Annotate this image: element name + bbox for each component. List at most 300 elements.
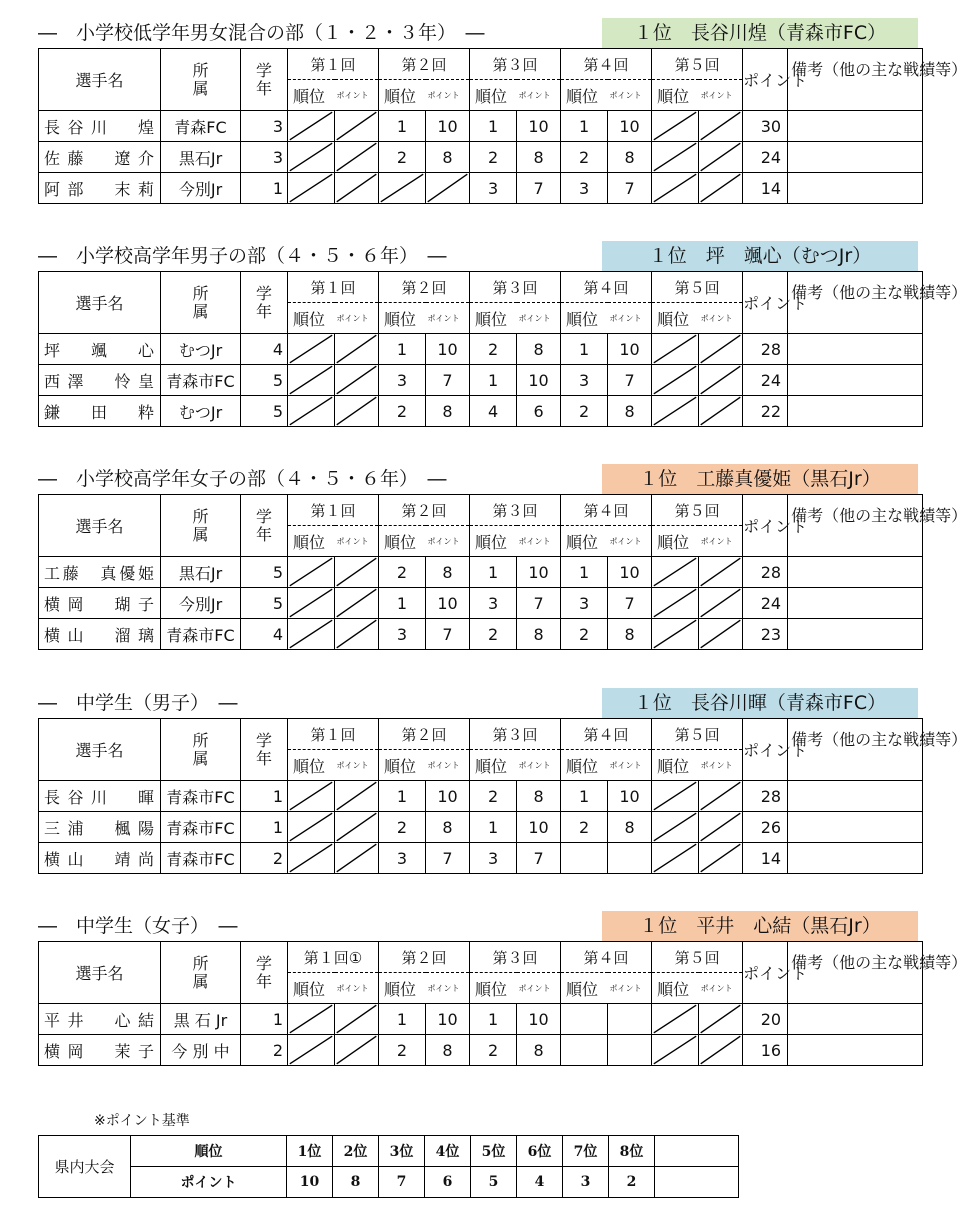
column-header-grade (241, 272, 288, 334)
affiliation-header-line: 属 (192, 748, 209, 768)
criteria-rank-cell: 7位 (563, 1136, 609, 1167)
round-header: 第４回 (561, 495, 652, 526)
round-header: 第１回 (288, 272, 379, 303)
not-participated-cell (288, 781, 335, 812)
table-row (39, 843, 923, 874)
column-header-name: 選手名 (39, 49, 161, 111)
criteria-rank-cell: 2位 (333, 1136, 379, 1167)
round-rank: 3 (561, 173, 608, 204)
column-header-total-points: ポイント (743, 272, 788, 334)
criteria-point-cell: 4 (517, 1167, 563, 1198)
not-participated-cell (288, 843, 335, 874)
round-points: 8 (608, 619, 652, 650)
player-name: 長谷川 暉 (39, 781, 161, 812)
section-header (38, 466, 918, 492)
ranking-table (38, 48, 967, 204)
rank-subheader: 順位 (561, 80, 608, 111)
round-points: 8 (608, 396, 652, 427)
player-grade: 1 (241, 781, 288, 812)
round-points: 7 (608, 365, 652, 396)
point-subheader: ポイント (517, 750, 561, 781)
point-subheader: ポイント (608, 303, 652, 334)
not-participated-cell (699, 843, 743, 874)
header-row (39, 719, 923, 750)
player-grade: 4 (241, 619, 288, 650)
round-points: 8 (426, 142, 470, 173)
criteria-point-cell: 10 (287, 1167, 333, 1198)
round-header: 第４回 (561, 942, 652, 973)
empty-result-cell (608, 1035, 652, 1066)
affiliation-header-line: 属 (192, 301, 209, 321)
header-row (39, 49, 923, 80)
round-rank: 1 (470, 557, 517, 588)
player-name: 工藤 真優姫 (39, 557, 161, 588)
round-header: 第５回 (652, 49, 743, 80)
round-rank: 1 (379, 588, 426, 619)
round-points: 10 (517, 557, 561, 588)
round-rank: 2 (379, 142, 426, 173)
empty-result-cell (608, 1004, 652, 1035)
criteria-rank-row (39, 1136, 739, 1167)
total-points: 30 (743, 111, 788, 142)
column-header-grade (241, 942, 288, 1004)
point-subheader: ポイント (335, 526, 379, 557)
column-header-total-points: ポイント (743, 49, 788, 111)
table-row (39, 781, 923, 812)
ranking-section (38, 466, 967, 650)
rank-subheader: 順位 (652, 80, 699, 111)
point-subheader: ポイント (699, 526, 743, 557)
round-points: 8 (517, 1035, 561, 1066)
not-participated-cell (335, 1035, 379, 1066)
round-points: 10 (517, 111, 561, 142)
round-header: 第２回 (379, 272, 470, 303)
column-header-grade (241, 49, 288, 111)
round-points: 10 (517, 812, 561, 843)
empty-result-cell (561, 843, 608, 874)
rank-subheader: 順位 (652, 303, 699, 334)
winner-badge: １位 坪 颯心（むつJr） (602, 241, 918, 271)
section-header (38, 243, 918, 269)
table-row (39, 557, 923, 588)
not-participated-cell (652, 1004, 699, 1035)
player-affiliation: 今別Jr (161, 588, 241, 619)
ranking-table (38, 941, 967, 1066)
round-header: 第３回 (470, 942, 561, 973)
not-participated-cell (699, 781, 743, 812)
player-name: 横岡 茉子 (39, 1035, 161, 1066)
point-subheader: ポイント (426, 526, 470, 557)
round-rank: 3 (379, 365, 426, 396)
round-rank: 2 (561, 812, 608, 843)
column-header-affiliation (161, 272, 241, 334)
ranking-section (38, 913, 967, 1066)
player-grade: 3 (241, 111, 288, 142)
player-name: 平井 心結 (39, 1004, 161, 1035)
round-points: 7 (426, 365, 470, 396)
not-participated-cell (699, 588, 743, 619)
round-points: 10 (517, 1004, 561, 1035)
section-header (38, 690, 918, 716)
player-grade: 5 (241, 557, 288, 588)
table-row (39, 1004, 923, 1035)
not-participated-cell (652, 365, 699, 396)
round-points: 8 (426, 557, 470, 588)
column-header-notes: 備考（他の主な戦績等） (788, 49, 923, 111)
table-row (39, 365, 923, 396)
player-affiliation: 青森市FC (161, 365, 241, 396)
criteria-point-cell: 2 (609, 1167, 655, 1198)
rank-subheader: 順位 (470, 973, 517, 1004)
not-participated-cell (652, 396, 699, 427)
rank-subheader: 順位 (470, 80, 517, 111)
not-participated-cell (699, 173, 743, 204)
criteria-rank-cell: 3位 (379, 1136, 425, 1167)
not-participated-cell (652, 111, 699, 142)
section-title: ― 中学生（男子） ― (38, 692, 238, 714)
not-participated-cell (379, 173, 426, 204)
table-row (39, 396, 923, 427)
rank-subheader: 順位 (379, 303, 426, 334)
point-subheader: ポイント (517, 303, 561, 334)
round-points: 8 (608, 812, 652, 843)
not-participated-cell (652, 812, 699, 843)
round-points: 10 (608, 781, 652, 812)
total-points: 20 (743, 1004, 788, 1035)
round-points: 7 (517, 588, 561, 619)
not-participated-cell (652, 619, 699, 650)
round-rank: 2 (561, 396, 608, 427)
not-participated-cell (288, 365, 335, 396)
section-header (38, 20, 918, 46)
grade-header-line: 年 (255, 748, 272, 768)
not-participated-cell (335, 142, 379, 173)
column-header-affiliation (161, 495, 241, 557)
point-subheader: ポイント (608, 80, 652, 111)
round-points: 8 (426, 812, 470, 843)
notes-cell (788, 111, 923, 142)
point-subheader: ポイント (335, 750, 379, 781)
round-header: 第２回 (379, 495, 470, 526)
column-header-grade (241, 495, 288, 557)
round-points: 10 (608, 334, 652, 365)
table-row (39, 812, 923, 843)
round-rank: 3 (379, 619, 426, 650)
affiliation-header-line: 所 (192, 506, 209, 526)
criteria-rank-cell: 6位 (517, 1136, 563, 1167)
column-header-total-points: ポイント (743, 719, 788, 781)
point-subheader: ポイント (699, 303, 743, 334)
ranking-table (38, 271, 967, 427)
notes-cell (788, 334, 923, 365)
total-points: 28 (743, 334, 788, 365)
point-subheader: ポイント (517, 973, 561, 1004)
grade-header-line: 年 (255, 78, 272, 98)
grade-header-line: 学 (255, 730, 272, 750)
player-grade: 2 (241, 1035, 288, 1066)
round-header: 第４回 (561, 272, 652, 303)
round-points: 10 (608, 111, 652, 142)
total-points: 26 (743, 812, 788, 843)
affiliation-header-line: 所 (192, 953, 209, 973)
round-rank: 1 (379, 1004, 426, 1035)
player-name: 佐藤 遼介 (39, 142, 161, 173)
round-rank: 3 (470, 588, 517, 619)
round-header: 第１回 (288, 49, 379, 80)
point-subheader: ポイント (699, 973, 743, 1004)
not-participated-cell (288, 812, 335, 843)
notes-cell (788, 173, 923, 204)
notes-cell (788, 396, 923, 427)
not-participated-cell (652, 781, 699, 812)
round-points: 7 (608, 588, 652, 619)
rank-subheader: 順位 (288, 303, 335, 334)
not-participated-cell (335, 334, 379, 365)
section-header (38, 913, 918, 939)
round-rank: 1 (379, 334, 426, 365)
column-header-total-points: ポイント (743, 942, 788, 1004)
column-header-notes: 備考（他の主な戦績等） (788, 272, 923, 334)
not-participated-cell (335, 111, 379, 142)
player-name: 坪 颯 心 (39, 334, 161, 365)
notes-cell (788, 1004, 923, 1035)
player-affiliation: 今別Jr (161, 173, 241, 204)
round-points: 7 (517, 173, 561, 204)
player-affiliation: 今 別 中 (161, 1035, 241, 1066)
column-header-name: 選手名 (39, 272, 161, 334)
point-subheader: ポイント (608, 526, 652, 557)
point-subheader: ポイント (426, 80, 470, 111)
notes-cell (788, 588, 923, 619)
player-grade: 3 (241, 142, 288, 173)
total-points: 24 (743, 588, 788, 619)
rank-subheader: 順位 (379, 526, 426, 557)
player-affiliation: むつJr (161, 396, 241, 427)
criteria-rank-cell: 4位 (425, 1136, 471, 1167)
round-header: 第４回 (561, 719, 652, 750)
criteria-point-row (39, 1167, 739, 1198)
point-subheader: ポイント (335, 80, 379, 111)
table-row (39, 588, 923, 619)
round-header: 第２回 (379, 942, 470, 973)
round-points: 10 (517, 365, 561, 396)
player-affiliation: 青森市FC (161, 781, 241, 812)
rank-subheader: 順位 (561, 303, 608, 334)
round-rank: 1 (379, 111, 426, 142)
ranking-section (38, 20, 967, 204)
grade-header-line: 学 (255, 506, 272, 526)
total-points: 16 (743, 1035, 788, 1066)
round-header: 第５回 (652, 719, 743, 750)
grade-header-line: 学 (255, 60, 272, 80)
player-grade: 1 (241, 812, 288, 843)
affiliation-header-line: 属 (192, 524, 209, 544)
column-header-total-points: ポイント (743, 495, 788, 557)
round-rank: 2 (379, 1035, 426, 1066)
point-subheader: ポイント (608, 973, 652, 1004)
round-points: 7 (426, 619, 470, 650)
not-participated-cell (699, 396, 743, 427)
not-participated-cell (699, 334, 743, 365)
not-participated-cell (652, 334, 699, 365)
round-rank: 2 (470, 1035, 517, 1066)
not-participated-cell (335, 1004, 379, 1035)
not-participated-cell (335, 396, 379, 427)
round-rank: 1 (561, 111, 608, 142)
point-criteria-table (38, 1135, 739, 1198)
rank-subheader: 順位 (470, 303, 517, 334)
round-rank: 1 (470, 111, 517, 142)
rank-subheader: 順位 (652, 526, 699, 557)
player-name: 三浦 楓陽 (39, 812, 161, 843)
section-title: ― 中学生（女子） ― (38, 915, 238, 937)
empty-result-cell (561, 1035, 608, 1066)
not-participated-cell (288, 111, 335, 142)
round-rank: 1 (470, 812, 517, 843)
round-rank: 3 (561, 365, 608, 396)
point-subheader: ポイント (335, 973, 379, 1004)
round-points: 7 (517, 843, 561, 874)
rank-subheader: 順位 (288, 526, 335, 557)
round-header: 第１回① (288, 942, 379, 973)
total-points: 24 (743, 142, 788, 173)
table-row (39, 173, 923, 204)
criteria-empty-cell (655, 1167, 739, 1198)
player-grade: 1 (241, 1004, 288, 1035)
total-points: 24 (743, 365, 788, 396)
ranking-table (38, 718, 967, 874)
round-header: 第３回 (470, 272, 561, 303)
affiliation-header-line: 属 (192, 971, 209, 991)
rank-subheader: 順位 (288, 80, 335, 111)
not-participated-cell (288, 334, 335, 365)
not-participated-cell (652, 557, 699, 588)
point-subheader: ポイント (608, 750, 652, 781)
player-affiliation: 青森市FC (161, 812, 241, 843)
round-header: 第１回 (288, 495, 379, 526)
round-header: 第３回 (470, 49, 561, 80)
round-rank: 2 (470, 334, 517, 365)
total-points: 22 (743, 396, 788, 427)
column-header-affiliation (161, 942, 241, 1004)
notes-cell (788, 142, 923, 173)
round-header: 第４回 (561, 49, 652, 80)
player-name: 横山 溜璃 (39, 619, 161, 650)
round-header: 第５回 (652, 272, 743, 303)
ranking-section (38, 690, 967, 874)
winner-badge: １位 長谷川暉（青森市FC） (602, 688, 918, 718)
grade-header-line: 年 (255, 301, 272, 321)
total-points: 14 (743, 173, 788, 204)
rank-subheader: 順位 (379, 973, 426, 1004)
round-rank: 3 (379, 843, 426, 874)
criteria-rank-label: 順位 (131, 1136, 287, 1167)
not-participated-cell (652, 588, 699, 619)
criteria-point-cell: 6 (425, 1167, 471, 1198)
not-participated-cell (426, 173, 470, 204)
criteria-point-cell: 8 (333, 1167, 379, 1198)
column-header-affiliation (161, 719, 241, 781)
not-participated-cell (288, 619, 335, 650)
round-header: 第２回 (379, 719, 470, 750)
criteria-point-label: ポイント (131, 1167, 287, 1198)
round-points: 8 (517, 781, 561, 812)
round-header: 第３回 (470, 495, 561, 526)
round-header: 第５回 (652, 942, 743, 973)
rank-subheader: 順位 (379, 750, 426, 781)
rank-subheader: 順位 (288, 750, 335, 781)
round-points: 10 (426, 1004, 470, 1035)
total-points: 28 (743, 557, 788, 588)
not-participated-cell (288, 588, 335, 619)
not-participated-cell (335, 781, 379, 812)
round-points: 7 (426, 843, 470, 874)
round-rank: 2 (379, 557, 426, 588)
player-grade: 2 (241, 843, 288, 874)
table-row (39, 619, 923, 650)
notes-cell (788, 781, 923, 812)
player-affiliation: 黒 石 Jr (161, 1004, 241, 1035)
point-subheader: ポイント (699, 750, 743, 781)
criteria-rank-cell: 5位 (471, 1136, 517, 1167)
point-subheader: ポイント (426, 973, 470, 1004)
not-participated-cell (335, 557, 379, 588)
column-header-notes: 備考（他の主な戦績等） (788, 942, 923, 1004)
not-participated-cell (652, 1035, 699, 1066)
not-participated-cell (699, 365, 743, 396)
round-rank: 1 (561, 781, 608, 812)
round-points: 10 (426, 334, 470, 365)
player-affiliation: 黒石Jr (161, 557, 241, 588)
round-points: 6 (517, 396, 561, 427)
not-participated-cell (335, 619, 379, 650)
not-participated-cell (699, 557, 743, 588)
player-grade: 5 (241, 588, 288, 619)
round-header: 第１回 (288, 719, 379, 750)
winner-badge: １位 平井 心結（黒石Jr） (602, 911, 918, 941)
total-points: 14 (743, 843, 788, 874)
round-rank: 2 (561, 619, 608, 650)
not-participated-cell (699, 111, 743, 142)
round-rank: 2 (561, 142, 608, 173)
player-affiliation: むつJr (161, 334, 241, 365)
criteria-category: 県内大会 (39, 1136, 131, 1198)
point-subheader: ポイント (426, 750, 470, 781)
notes-cell (788, 1035, 923, 1066)
point-subheader: ポイント (699, 80, 743, 111)
round-rank: 2 (470, 619, 517, 650)
rank-subheader: 順位 (561, 750, 608, 781)
notes-cell (788, 557, 923, 588)
criteria-rank-cell: 8位 (609, 1136, 655, 1167)
notes-cell (788, 812, 923, 843)
not-participated-cell (288, 1004, 335, 1035)
column-header-notes: 備考（他の主な戦績等） (788, 495, 923, 557)
ranking-section (38, 243, 967, 427)
rank-subheader: 順位 (470, 750, 517, 781)
player-affiliation: 黒石Jr (161, 142, 241, 173)
header-row (39, 942, 923, 973)
round-points: 8 (608, 142, 652, 173)
not-participated-cell (699, 619, 743, 650)
round-rank: 2 (379, 396, 426, 427)
round-points: 8 (517, 619, 561, 650)
table-row (39, 334, 923, 365)
criteria-point-cell: 3 (563, 1167, 609, 1198)
point-subheader: ポイント (335, 303, 379, 334)
player-name: 横岡 瑚子 (39, 588, 161, 619)
not-participated-cell (699, 1004, 743, 1035)
